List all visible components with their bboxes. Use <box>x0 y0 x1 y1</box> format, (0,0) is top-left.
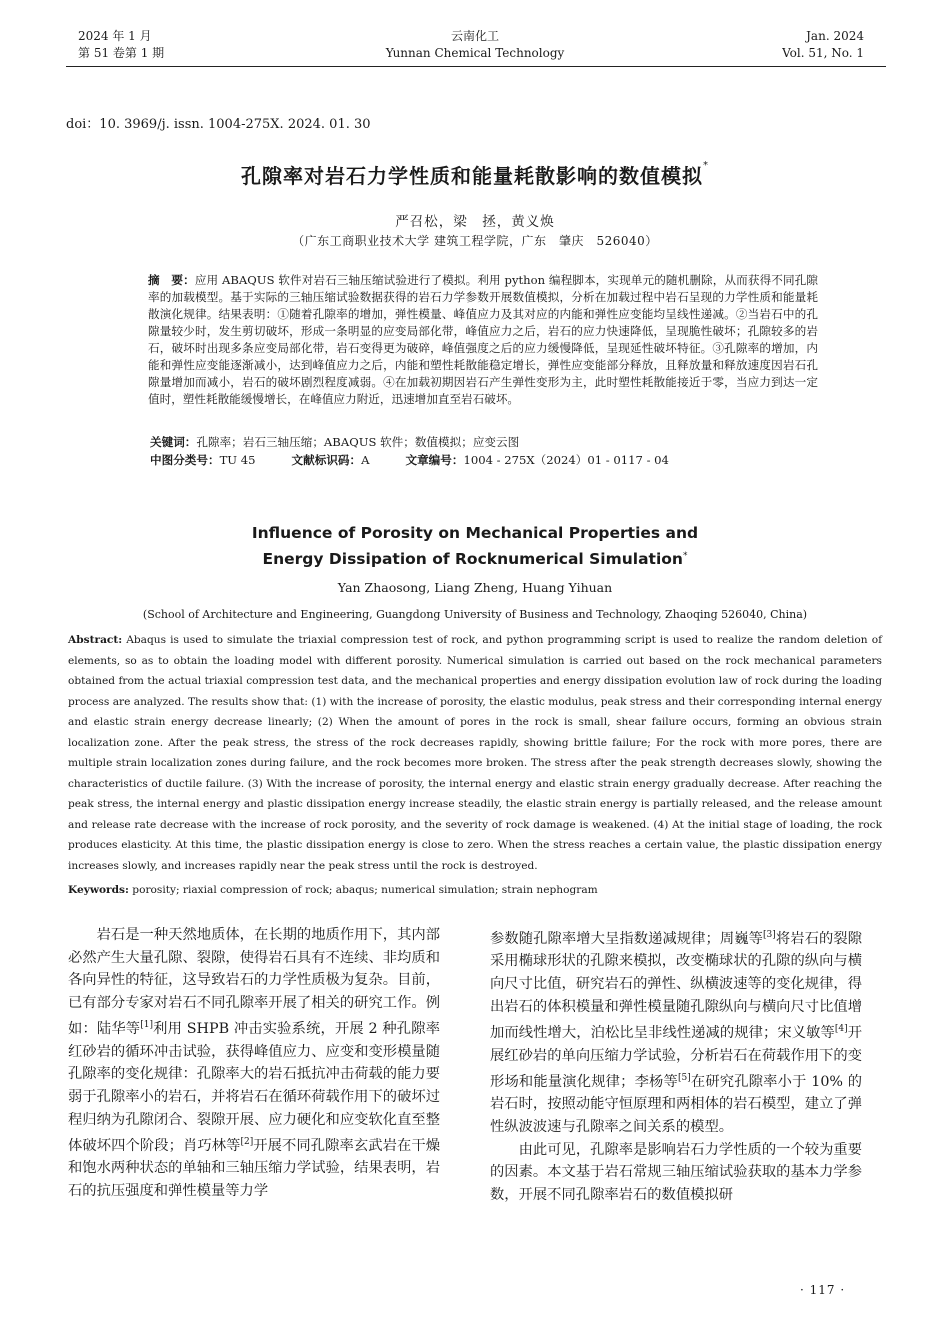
header-volume-en: Vol. 51, No. 1 <box>782 46 864 60</box>
keywords-cn <box>150 434 820 451</box>
title-en-line2: Energy Dissipation of Rocknumerical Simulation <box>262 550 683 569</box>
body-text: 参数随孔隙率增大呈指数递减规律；周巍等 <box>490 930 764 947</box>
classification-line <box>150 452 850 469</box>
title-cn-text: 孔隙率对岩石力学性质和能量耗散影响的数值模拟 <box>241 164 703 188</box>
title-en-line2-wrap <box>0 545 950 571</box>
header-rule <box>66 66 886 67</box>
abstract-cn <box>148 272 818 408</box>
body-paragraph: 由此可见，孔隙率是影响岩石力学性质的一个较为重要的因素。本文基于岩石常规三轴压缩试验获取的基本力学参数，开展不同孔隙率岩石的数值模拟研 <box>490 1141 862 1203</box>
header-date-en: Jan. 2024 <box>806 29 864 43</box>
abstract-cn-text: 应用 ABAQUS 软件对岩石三轴压缩试验进行了模拟。利用 python 编程脚本，实现单元的随机删除，从而获得不同孔隙率的加载模型。基于实际的三轴压缩试验数据获得的岩石力学参数开展数值模拟，分析在加载过程中岩石呈现的力学性质和能量耗散演化规律。结果表明：①随着孔隙率的增加，弹性模量、峰值应力及其对应的内能和弹性应变能均呈线性递减。②当岩石中的孔隙量较少时，发生剪切破坏，形成一条明显的应变局部化带，峰值应力之后，岩石的应力快速降低，呈现脆性破坏；孔隙较多的岩石，破坏时出现多条应变局部化带，岩石变得更为破碎，峰值强度之后的应力缓慢降低，呈现延性破坏特征。③孔隙率的增加，内能和弹性应变能逐渐减小，达到峰值应力之后，内能和塑性耗散能稳定增长，弹性应变能部分释放，且释放量和释放速度因岩石孔隙量增加而减小，岩石的破坏剧烈程度减弱。④在加载初期因岩石产生弹性变形为主，此时塑性耗散能接近于零，当应力到达一定值时，塑性耗散能缓慢增长，在峰值应力附近，迅速增加直至岩石破坏。 <box>148 273 818 406</box>
keywords-cn-text: 孔隙率；岩石三轴压缩；ABAQUS 软件；数值模拟；应变云图 <box>196 435 520 449</box>
title-en-footnote-mark: * <box>682 551 688 561</box>
authors-cn: 严召松，梁 拯，黄义焕 <box>395 214 555 230</box>
body-text: 利用 SHPB 冲击实验系统，开展 2 种孔隙率红砂岩的循环冲击试验，获得峰值应力、应变和变形模量随孔隙率的变化规律：孔隙率大的岩石抵抗冲击荷载的能力要弱于孔隙率小的岩石，并将岩石在循环荷载作用下的破坏过程归纳为孔隙闭合、裂隙开展、应力硬化和应变软化直至整体破坏四个阶段；肖巧林等 <box>68 1021 440 1154</box>
abstract-en-label: Abstract: <box>68 634 123 646</box>
header-issue-en <box>782 28 864 62</box>
citation-ref[interactable]: [5] <box>677 1073 691 1084</box>
doc-code-value: A <box>361 453 370 467</box>
authors-en: Yan Zhaosong, Liang Zheng, Huang Yihuan <box>337 580 613 595</box>
citation-ref[interactable]: [2] <box>240 1137 254 1148</box>
citation-ref[interactable]: [3] <box>763 930 776 940</box>
article-number-value: 1004 - 275X（2024）01 - 0117 - 04 <box>463 453 669 467</box>
abstract-cn-label: 摘 要： <box>148 273 195 287</box>
header-journal-en: Yunnan Chemical Technology <box>385 46 565 60</box>
citation-ref[interactable]: [4] <box>834 1024 848 1035</box>
body-text: 开展红砂岩的单向压缩力学试验，分析岩石在荷载作用下的变形场和能量演化规律；李杨等 <box>490 1024 863 1090</box>
keywords-en <box>68 880 882 900</box>
clc-value: TU 45 <box>219 453 256 467</box>
doc-code-label: 文献标识码： <box>291 453 362 467</box>
body-text: 开展不同孔隙率玄武岩在干燥和饱水两种状态的单轴和三轴压缩力学试验，结果表明，岩石的抗压强度和弹性模量等力学 <box>68 1137 441 1200</box>
header-date-cn: 2024 年 1 月 <box>78 29 152 43</box>
abstract-en-text: Abaqus is used to simulate the triaxial compression test of rock, and python programming script is used to realize the random deletion of elements, so as to obtain the loading model with different porosity. Numerical simulation is carried out based on the rock mechanical parameters obtained from the actual triaxial compression test data, and the mechanical properties and energy dissipation evolution law of rock during the loading process are analyzed. The results show that: (1) with the increase of porosity, the elastic modulus, peak stress and their corresponding internal energy and elastic strain energy decrease linearly; (2) When the amount of pores in the rock is small, shear failure occurs, forming an obvious strain localization zone. After the peak stress, the stress of the rock decreases rapidly, showing brittle failure; For the rock with more pores, there are multiple strain localization zones during failure, and the rock becomes more broken. The stress after the peak strength decreases slowly, showing the characteristics of ductile failure. (3) With the increase of porosity, the internal energy and elastic strain energy gradually decrease. After reaching the peak stress, the internal energy and plastic dissipation energy increase steadily, the elastic strain energy is partially released, and the release amount and release rate decrease with the increase of rock porosity, and the severity of rock damage is weakened. (4) At the initial stage of loading, the rock produces elasticity. At this time, the plastic dissipation energy is close to zero. When the stress reaches a certain value, the plastic dissipation energy increases slowly, and increases rapidly near the peak stress until the rock is destroyed. <box>68 634 882 872</box>
doi: doi：10. 3969/j. issn. 1004-275X. 2024. 01. 30 <box>66 117 371 132</box>
keywords-en-text: porosity; riaxial compression of rock; abaqus; numerical simulation; strain nephogram <box>128 884 598 896</box>
affiliation-cn: （广东工商职业技术大学 建筑工程学院，广东 肇庆 526040） <box>292 234 658 248</box>
body-column-right <box>490 924 862 1206</box>
article-number-label: 文章编号： <box>405 453 464 467</box>
header-volume-cn: 第 51 卷第 1 期 <box>78 46 165 60</box>
body-text: 在研究孔隙率小于 10% 的岩石时，按照动能守恒原理和两相体的岩石模型，建立了弹性纵波波速与孔隙率之间关系的模型。 <box>490 1073 863 1136</box>
page-number: · 117 · <box>800 1283 846 1297</box>
body-text: 岩石是一种天然地质体，在长期的地质作用下，其内部必然产生大量孔隙、裂隙，使得岩石具有不连续、非均质和各向异性的特征，这导致岩石的力学性质极为复杂。目前，已有部分专家对岩石不同孔隙率开展了相关的研究工作。例如：陆华等 <box>68 927 440 1038</box>
citation-ref[interactable]: [1] <box>140 1020 153 1031</box>
body-column-left <box>68 924 440 1203</box>
keywords-cn-label: 关键词： <box>150 435 197 449</box>
abstract-en <box>68 630 882 876</box>
title-cn-footnote-mark: * <box>703 160 709 171</box>
body-paragraph <box>68 924 440 1203</box>
title-cn <box>0 160 950 189</box>
body-text: 将岩石的裂隙采用椭球形状的孔隙来模拟，改变椭球状的孔隙的纵向与横向尺寸比值，研究岩石的弹性、纵横波速等的变化规律，得出岩石的体积模量和弹性模量随孔隙纵向与横向尺寸比值增加而线性增大，泊松比呈非线性递减的规律；宋义敏等 <box>490 930 863 1041</box>
title-en <box>0 522 950 571</box>
header-journal-cn: 云南化工 <box>450 29 499 43</box>
body-paragraph <box>490 924 862 1139</box>
affiliation-en: (School of Architecture and Engineering, Guangdong University of Business and Technology, Zhaoqing 526040, China) <box>142 608 808 621</box>
keywords-en-label: Keywords: <box>68 884 129 896</box>
clc-label: 中图分类号： <box>150 453 220 467</box>
title-en-line1: Influence of Porosity on Mechanical Properties and <box>251 524 699 542</box>
